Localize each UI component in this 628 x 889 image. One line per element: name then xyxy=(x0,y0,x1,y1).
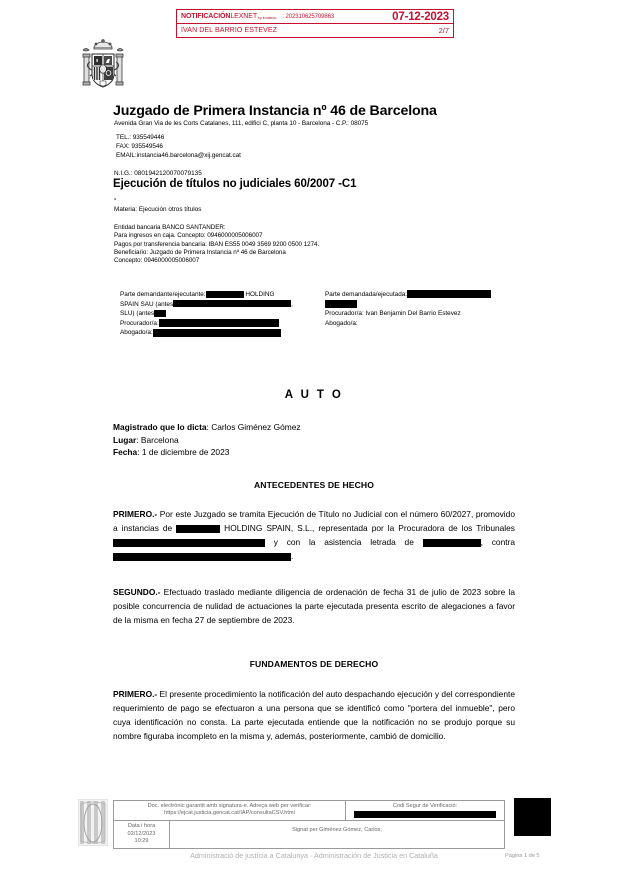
bank-entity: Entidad bancaria BANCO SANTANDER: xyxy=(114,224,226,231)
claimant-procurador-line xyxy=(120,319,316,329)
magistrate-value: : Carlos Giménez Gómez xyxy=(206,422,301,432)
footer-doc-guarantee-text: Doc. electrònic garantit amb signatura-e. Adreça web per verificar: xyxy=(147,803,312,809)
footer-signed-by: Signat per Giménez Gómez, Carlos; xyxy=(292,827,382,834)
redaction-bar xyxy=(113,550,294,561)
date-value: : 1 de diciembre de 2023 xyxy=(137,447,230,458)
case-nig: N.I.G.: 0801942120070079135 xyxy=(114,170,202,177)
claimant-company-tail: HOLDING xyxy=(245,291,275,298)
claimant-former-name-suffix: , xyxy=(291,300,293,308)
bank-cash-deposit: Para ingresos en caja. Concepto: 0946000005006007 xyxy=(114,232,263,240)
paragraph-text-part-4: , contra xyxy=(480,536,515,547)
bank-concept: Concepto: 0946000005006007 xyxy=(114,257,200,265)
paragraph-text-fd-primero: El presente procedimiento la notificación del auto despachando ejecución y del correspondiente requerimiento de pago se efectuaron a una persona que se identificó como "portera del inmueble", pero cuya identificación no consta. La parte ejecutada entiende que la notificación no se produjo porque su nombre figuraba incompleto en la misma y, además, posteriormente, cambió de domicilio. xyxy=(113,689,515,741)
defendant-procurador-line: Procurador/a: Ivan Benjamin Del Barrio Estevez xyxy=(325,310,461,318)
redaction-bar xyxy=(173,300,291,307)
footer-csv-label: Codi Segur de Verificació: xyxy=(392,803,458,809)
lexnet-notification-stamp xyxy=(176,9,454,38)
auto-heading: A U T O xyxy=(284,389,344,401)
lexnet-notification-id: : 202310625709863 xyxy=(282,13,335,20)
signature-qr-redaction xyxy=(514,798,551,836)
paragraph-label-fd-primero: PRIMERO.- xyxy=(113,689,158,699)
date-label: Fecha xyxy=(113,447,138,458)
footer-administration-line: Administració de justícia a Catalunya · Administración de Justicia en Cataluña xyxy=(190,851,438,860)
magistrate-line xyxy=(113,421,301,434)
paragraph-text-part-5: . xyxy=(291,550,294,561)
claimant-line-1 xyxy=(120,290,316,300)
case-separator-dash: - xyxy=(114,196,117,203)
date-line xyxy=(113,446,301,459)
paragraph-label-primero: PRIMERO.- xyxy=(113,509,158,519)
bank-beneficiary: Beneficiario: Juzgado de Primera Instancia nº 46 de Barcelona xyxy=(114,248,286,256)
defendant-line-1 xyxy=(325,290,525,300)
court-address: Avenida Gran Via de les Corts Catalanes, 111, edifici C, planta 10 - Barcelona - C.P.: 08075 xyxy=(114,120,369,127)
claimant-abogado-line xyxy=(120,328,316,338)
court-tel: TEL.: 935549446 xyxy=(116,134,165,141)
claimant-former-name-prefix: SPAIN SAU (antes xyxy=(120,300,174,308)
paragraph-antecedentes-primero xyxy=(113,508,515,564)
lexnet-page-counter: 2/7 xyxy=(438,26,449,35)
claimant-procurador-label: Procurador/a: xyxy=(120,319,159,327)
lexnet-label-notificacion: NOTIFICACIÓN xyxy=(181,13,231,20)
spain-coat-of-arms-icon xyxy=(72,36,134,94)
court-email: EMAIL:instancia46.barcelona@xij.gencat.cat xyxy=(116,152,241,160)
paragraph-text-part-3: y con la asistencia letrada de xyxy=(265,536,423,547)
court-contact-block xyxy=(116,133,241,161)
place-line xyxy=(113,434,301,447)
redaction-bar xyxy=(113,539,265,547)
defendant-abogado-line: Abogado/a: xyxy=(325,319,358,327)
catalonia-flag-icon xyxy=(78,799,108,846)
paragraph-label-segundo: SEGUNDO.- xyxy=(113,587,161,597)
footer-datetime-cell xyxy=(114,821,170,847)
case-title: Ejecución de títulos no judiciales 60/2007 -C1 xyxy=(113,178,357,190)
party-claimant-block xyxy=(120,290,316,338)
section-heading-fundamentos: FUNDAMENTOS DE DERECHO xyxy=(249,659,379,669)
redaction-bar xyxy=(423,539,481,547)
paragraph-text-part-2: HOLDING SPAIN, S.L., representada por la Procuradora de los Tribunales xyxy=(220,522,515,533)
redaction-bar xyxy=(407,290,491,298)
claimant-abogado-label: Abogado/a: xyxy=(120,329,153,337)
footer-verify-url[interactable]: https://ejcat.justicia.gencat.cat/IAP/consultaCSV.html xyxy=(164,810,295,817)
magistrate-label: Magistrado que lo dicta xyxy=(113,422,207,432)
paragraph-text-part-1: Por este Juzgado se tramita Ejecución de Título no Judicial con el número 60/2027, promovido a instancias de xyxy=(113,509,515,533)
redaction-bar xyxy=(176,525,220,533)
lexnet-stamp-row-top xyxy=(177,10,453,24)
footer-doc-guarantee-cell xyxy=(114,801,346,820)
paragraph-text-segundo: Efectuado traslado mediante diligencia de ordenación de fecha 31 de julio de 2023 sobre la posible concurrencia de nulidad de actuaciones la parte ejecutada presenta escrito de alegaciones a favor de la misma en fecha 27 de septiembre de 2023. xyxy=(113,587,515,625)
footer-time: 10:29 xyxy=(134,838,149,845)
redaction-bar xyxy=(154,310,166,317)
footer-date: 02/12/2023 xyxy=(127,830,156,837)
redaction-bar xyxy=(153,329,281,337)
footer-datetime-label: Data i hora xyxy=(127,823,156,830)
paragraph-antecedentes-segundo xyxy=(113,586,515,628)
claimant-former-name-2-prefix: SLU) (antes xyxy=(120,310,155,318)
lexnet-notification-date: 07-12-2023 xyxy=(392,10,449,23)
footer-verification-table xyxy=(113,800,505,849)
place-value: : Barcelona xyxy=(136,434,179,445)
redaction-bar xyxy=(159,319,279,327)
defendant-label: Parte demandada/ejecutada: xyxy=(325,291,408,298)
footer-csv-cell xyxy=(346,801,504,820)
party-defendant-block xyxy=(325,290,525,328)
claimant-line-2 xyxy=(120,300,316,310)
case-materia: Materia: Ejecución otros títulos xyxy=(114,206,202,213)
section-heading-antecedentes: ANTECEDENTES DE HECHO xyxy=(253,480,375,490)
court-title: Juzgado de Primera Instancia nº 46 de Barcelona xyxy=(113,103,437,119)
bank-iban: Pagos por transferencia bancaria: IBAN ES55 0049 3569 9200 0500 1274. xyxy=(114,240,320,248)
claimant-label: Parte demandante/ejecutante: xyxy=(120,291,206,298)
lexnet-recipient-name: IVAN DEL BARRIO ESTEVEZ xyxy=(181,27,278,34)
place-label: Lugar xyxy=(113,434,137,445)
defendant-line-2 xyxy=(325,300,525,310)
redaction-bar xyxy=(354,811,496,818)
footer-page-number: Página 1 de 5 xyxy=(505,853,540,859)
paragraph-fundamentos-primero xyxy=(113,688,515,744)
footer-row-top xyxy=(114,801,504,821)
lexnet-stamp-row-bottom xyxy=(177,24,453,37)
redaction-bar xyxy=(325,300,357,308)
lexnet-label-by: by kmaleon xyxy=(258,15,277,20)
lexnet-label-service: LEXNET xyxy=(230,13,257,20)
bank-details-block xyxy=(114,224,319,265)
ruling-meta-block xyxy=(113,421,301,459)
footer-row-bottom xyxy=(114,821,504,847)
redaction-bar xyxy=(206,291,244,298)
claimant-line-3 xyxy=(120,309,316,319)
court-fax: FAX: 935549546 xyxy=(116,143,163,151)
